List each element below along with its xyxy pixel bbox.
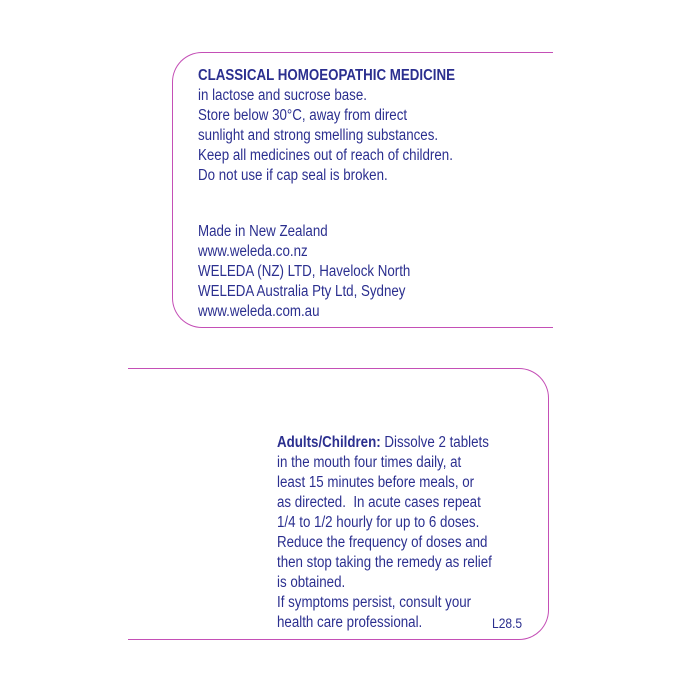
manufacturer-line: www.weleda.co.nz (198, 243, 308, 260)
manufacturer-text-block (198, 222, 410, 322)
storage-line: in lactose and sucrose base. (198, 87, 367, 104)
dosage-heading: Adults/Children: (277, 434, 381, 451)
dosage-line: 1/4 to 1/2 hourly for up to 6 doses. (277, 514, 480, 531)
dosage-line: Reduce the frequency of doses and (277, 534, 488, 551)
dosage-line: in the mouth four times daily, at (277, 454, 462, 471)
dosage-first-line (277, 433, 492, 453)
storage-line: Store below 30°C, away from direct (198, 107, 408, 124)
dosage-line: is obtained. (277, 574, 346, 591)
storage-line: Do not use if cap seal is broken. (198, 167, 388, 184)
manufacturer-line: www.weleda.com.au (198, 303, 320, 320)
manufacturer-line: WELEDA (NZ) LTD, Havelock North (198, 263, 411, 280)
storage-line: sunlight and strong smelling substances. (198, 127, 439, 144)
dosage-text-block (277, 433, 492, 633)
dosage-line: health care professional. (277, 614, 423, 631)
manufacturer-line: Made in New Zealand (198, 223, 328, 240)
dosage-first-line-rest: Dissolve 2 tablets (380, 434, 489, 451)
lot-code: L28.5 (492, 615, 523, 631)
dosage-line: If symptoms persist, consult your (277, 594, 472, 611)
dosage-line: then stop taking the remedy as relief (277, 554, 492, 571)
manufacturer-line: WELEDA Australia Pty Ltd, Sydney (198, 283, 406, 300)
medicine-heading: CLASSICAL HOMOEOPATHIC MEDICINE (198, 67, 455, 84)
dosage-line: as directed. In acute cases repeat (277, 494, 481, 511)
storage-line: Keep all medicines out of reach of children. (198, 147, 453, 164)
storage-text-block (198, 66, 455, 186)
dosage-line: least 15 minutes before meals, or (277, 474, 475, 491)
